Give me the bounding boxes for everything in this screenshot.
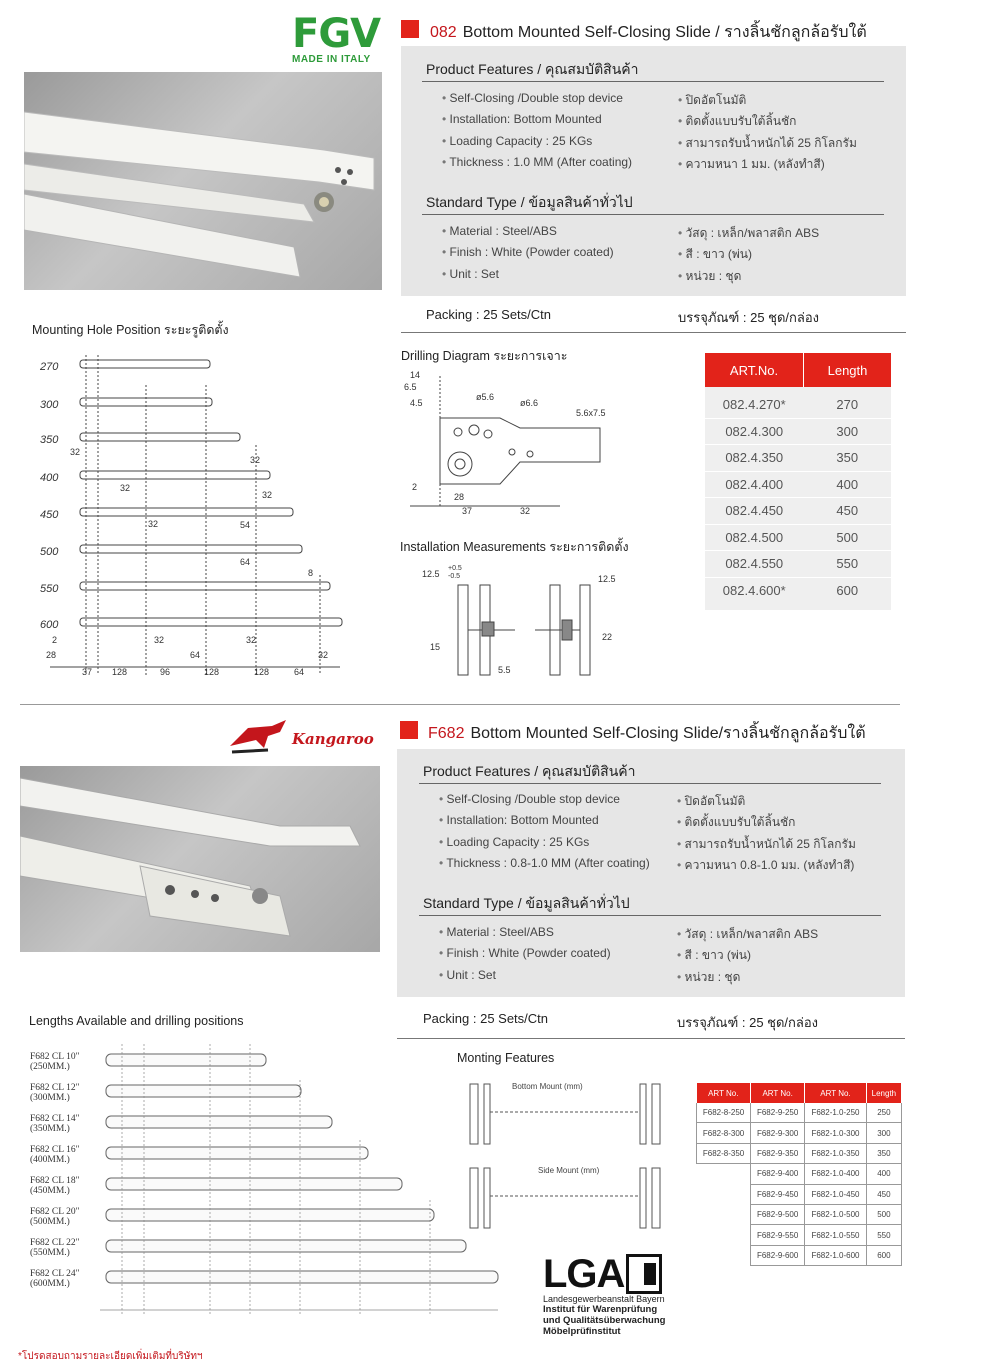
installation-label: Installation Measurements ระยะการติดตั้ง [400, 540, 629, 554]
s2-feature-en-1: • Self-Closing /Double stop device [439, 792, 620, 806]
s1-table-body [705, 387, 891, 611]
mount-dim-6: 32 [148, 519, 159, 529]
mount-dim-11: 32 [154, 635, 165, 645]
mount-len-500: 500 [40, 546, 59, 558]
model-label-400: F682 CL 16" (400MM.) [30, 1145, 80, 1165]
lga-box-icon [626, 1254, 662, 1294]
s2-cell: F682-1.0-500 [805, 1204, 867, 1224]
drill-dim-28: 28 [454, 492, 465, 502]
s2-cell: F682-9-600 [751, 1245, 805, 1265]
s1-art-cell: 082.4.500 [705, 524, 804, 551]
section2-packing-th: บรรจุภัณฑ์ : 25 ชุด/กล่อง [677, 1015, 819, 1030]
s2-cell: F682-1.0-550 [805, 1225, 867, 1245]
installation-diagram [420, 560, 630, 680]
mount-dim-17: 96 [160, 667, 171, 677]
s1-art-cell: 082.4.400 [705, 471, 804, 498]
section1-features-heading: Product Features / คุณสมบัติสินค้า [426, 61, 639, 77]
monting-features-diagram [450, 1072, 685, 1232]
s2-cell: F682-9-400 [751, 1164, 805, 1184]
section2-features-heading: Product Features / คุณสมบัติสินค้า [423, 763, 636, 779]
s1-standard-en-3: • Unit : Set [442, 267, 499, 281]
s2-standard-en-2: • Finish : White (Powder coated) [439, 946, 611, 960]
s1-feature-th-3: • สามารถรับน้ำหนักได้ 25 กิโลกรัม [678, 134, 857, 153]
s1-standard-th-1: • วัสดุ : เหล็ก/พลาสติก ABS [678, 224, 819, 243]
mount-dim-15: 37 [82, 667, 93, 677]
table-row [705, 418, 891, 445]
made-in-italy: MADE IN ITALY [292, 54, 371, 65]
s2-cell: F682-8-250 [697, 1103, 751, 1123]
s2-cell: F682-8-350 [697, 1143, 751, 1163]
table-row [705, 577, 891, 611]
s1-art-cell: 082.4.350 [705, 445, 804, 472]
model-label-250: F682 CL 10" (250MM.) [30, 1052, 80, 1072]
mount-dim-13: 32 [246, 635, 257, 645]
kangaroo-logo-text: Kangaroo [292, 730, 374, 748]
drill-dim-5-6: ø5.6 [476, 392, 495, 402]
section2-title [428, 721, 866, 746]
mount-dim-18: 128 [204, 667, 220, 677]
s2-table-body [697, 1103, 902, 1266]
mount-dim-1: 32 [70, 447, 81, 457]
s2-feature-th-2: • ติดตั้งแบบรับใต้ลิ้นชัก [677, 813, 795, 832]
s2-th-art-1: ART No. [697, 1083, 751, 1103]
inst-dim-15: 15 [430, 642, 441, 652]
section1-title [430, 20, 867, 45]
s2-cell: F682-9-450 [751, 1184, 805, 1204]
s2-standard-en-1: • Material : Steel/ABS [439, 925, 554, 939]
s1-length-cell: 400 [804, 471, 892, 498]
s2-cell: F682-9-250 [751, 1103, 805, 1123]
lga-line4: Möbelprüfinstitut [543, 1326, 621, 1337]
s2-standard-th-2: • สี : ขาว (พ่น) [677, 946, 751, 965]
mount-dim-5: 54 [240, 520, 251, 530]
mount-len-400: 400 [40, 472, 59, 484]
s2-feature-th-4: • ความหนา 0.8-1.0 มม. (หลังทำสี) [677, 856, 854, 875]
s1-feature-th-1: • ปิดอัตโนมัติ [678, 91, 746, 110]
lengths-available-label: Lengths Available and drilling positions [29, 1014, 244, 1028]
s2-cell: F682-1.0-250 [805, 1103, 867, 1123]
footnote: *โปรดสอบถามรายละเอียดเพิ่มเติมที่บริษัทฯ [18, 1351, 203, 1362]
table-row [697, 1123, 902, 1143]
table-row [697, 1204, 902, 1224]
s2-cell: F682-9-300 [751, 1123, 805, 1143]
model-label-600: F682 CL 24" (600MM.) [30, 1269, 80, 1289]
inst-dim-plus: +0.5 [448, 565, 462, 572]
s2-cell: 350 [866, 1143, 901, 1163]
mount-dim-4: 32 [262, 490, 273, 500]
section-divider [20, 704, 900, 705]
drill-dim-6-6: ø6.6 [520, 398, 539, 408]
section2-standard-heading: Standard Type / ข้อมูลสินค้าทั่วไป [423, 895, 630, 911]
fgv-logo-mark: FGV [292, 11, 381, 57]
mount-dim-10: 28 [46, 650, 57, 660]
table-row [705, 524, 891, 551]
table-row [697, 1225, 902, 1245]
mount-len-300: 300 [40, 399, 59, 411]
mounting-hole-diagram [20, 345, 350, 680]
s2-cell: 500 [866, 1204, 901, 1224]
lga-logo [543, 1254, 665, 1337]
s1-art-cell: 082.4.450 [705, 498, 804, 525]
table-row [705, 471, 891, 498]
section1-title-text: Bottom Mounted Self-Closing Slide / รางลิ้นชักลูกล้อรับใต้ [462, 24, 867, 41]
drill-dim-slot: 5.6x7.5 [576, 408, 606, 418]
s2-cell: F682-1.0-400 [805, 1164, 867, 1184]
bottom-mount-label: Bottom Mount (mm) [512, 1082, 583, 1091]
drill-dim-37: 37 [462, 506, 473, 516]
drill-dim-4-5: 4.5 [410, 398, 423, 408]
s1-length-cell: 270 [804, 387, 892, 418]
s1-art-cell: 082.4.270* [705, 387, 804, 418]
s2-feature-en-2: • Installation: Bottom Mounted [439, 813, 599, 827]
s1-standard-th-3: • หน่วย : ชุด [678, 267, 741, 286]
mount-len-270: 270 [40, 361, 59, 373]
s2-cell: 450 [866, 1184, 901, 1204]
mounting-hole-label: Mounting Hole Position ระยะรูติดตั้ง [32, 323, 229, 337]
s2-cell: F682-1.0-600 [805, 1245, 867, 1265]
s1-th-length: Length [804, 353, 892, 387]
s2-cell: F682-1.0-350 [805, 1143, 867, 1163]
mount-dim-9: 2 [52, 635, 58, 645]
table-row [697, 1184, 902, 1204]
section2-art-table [696, 1083, 902, 1266]
s2-standard-th-3: • หน่วย : ชุด [677, 968, 740, 987]
mount-dim-12: 64 [190, 650, 201, 660]
s1-standard-th-2: • สี : ขาว (พ่น) [678, 245, 752, 264]
drilling-diagram-label: Drilling Diagram ระยะการเจาะ [401, 349, 568, 363]
s1-length-cell: 500 [804, 524, 892, 551]
s2-feature-th-3: • สามารถรับน้ำหนักได้ 25 กิโลกรัม [677, 835, 856, 854]
s1-feature-th-4: • ความหนา 1 มม. (หลังทำสี) [678, 155, 825, 174]
section2-standard-rule [419, 915, 881, 916]
s2-cell: 550 [866, 1225, 901, 1245]
mount-dim-14: 32 [318, 650, 329, 660]
section2-packing-en: Packing : 25 Sets/Ctn [423, 1011, 549, 1026]
mount-len-550: 550 [40, 583, 59, 595]
section1-code: 082 [430, 24, 457, 41]
model-label-550: F682 CL 22" (550MM.) [30, 1238, 80, 1258]
drill-dim-32: 32 [520, 506, 531, 516]
s2-cell: F682-9-550 [751, 1225, 805, 1245]
drill-dim-2: 2 [412, 482, 418, 492]
section1-standard-heading: Standard Type / ข้อมูลสินค้าทั่วไป [426, 194, 633, 210]
inst-dim-minus: -0.5 [448, 573, 461, 580]
s2-cell: F682-8-300 [697, 1123, 751, 1143]
s1-th-art: ART.No. [705, 353, 804, 387]
s2-th-length: Length [866, 1083, 901, 1103]
mount-dim-2: 32 [250, 455, 261, 465]
s1-art-cell: 082.4.600* [705, 577, 804, 611]
section1-packing-rule [401, 332, 906, 333]
s2-feature-en-4: • Thickness : 0.8-1.0 MM (After coating) [439, 856, 650, 870]
table-row [697, 1143, 902, 1163]
fgv-logo [292, 11, 384, 66]
table-row [697, 1103, 902, 1123]
mount-len-450: 450 [40, 509, 59, 521]
section2-packing-rule [397, 1038, 905, 1039]
mount-dim-8: 8 [308, 568, 314, 578]
section1-marker [401, 20, 419, 38]
monting-features-label: Monting Features [457, 1051, 555, 1065]
s1-art-cell: 082.4.300 [705, 418, 804, 445]
s2-cell: 400 [866, 1164, 901, 1184]
kangaroo-logo [228, 718, 380, 756]
s2-feature-th-1: • ปิดอัตโนมัติ [677, 792, 745, 811]
s2-th-art-3: ART No. [805, 1083, 867, 1103]
s1-length-cell: 550 [804, 551, 892, 578]
s2-cell: 300 [866, 1123, 901, 1143]
s2-cell: F682-9-500 [751, 1204, 805, 1224]
model-label-350: F682 CL 14" (350MM.) [30, 1114, 80, 1134]
mount-len-600: 600 [40, 619, 59, 631]
s2-cell [697, 1245, 751, 1265]
s1-feature-en-1: • Self-Closing /Double stop device [442, 91, 623, 105]
s1-art-cell: 082.4.550 [705, 551, 804, 578]
s1-feature-en-4: • Thickness : 1.0 MM (After coating) [442, 155, 632, 169]
s1-length-cell: 450 [804, 498, 892, 525]
table-row [697, 1245, 902, 1265]
s2-cell [697, 1204, 751, 1224]
section2-marker [400, 721, 418, 739]
lga-line1: Landesgewerbeanstalt Bayern [543, 1294, 665, 1304]
lengths-diagram [100, 1040, 500, 1325]
inst-dim-22: 22 [602, 632, 613, 642]
product-photo-f682 [20, 766, 380, 952]
lga-line3: und Qualitätsüberwachung [543, 1315, 666, 1326]
s1-length-cell: 300 [804, 418, 892, 445]
s2-standard-en-3: • Unit : Set [439, 968, 496, 982]
section2-title-text: Bottom Mounted Self-Closing Slide/รางลิ้นชักลูกล้อรับใต้ [470, 725, 866, 742]
table-row [705, 387, 891, 418]
section1-packing-en: Packing : 25 Sets/Ctn [426, 307, 552, 322]
s1-standard-en-2: • Finish : White (Powder coated) [442, 245, 614, 259]
table-row [705, 445, 891, 472]
model-label-500: F682 CL 20" (500MM.) [30, 1207, 80, 1227]
s2-feature-en-3: • Loading Capacity : 25 KGs [439, 835, 589, 849]
section1-packing-th: บรรจุภัณฑ์ : 25 ชุด/กล่อง [678, 310, 820, 325]
section1-standard-rule [422, 214, 884, 215]
drilling-diagram [400, 366, 615, 521]
s2-cell: 600 [866, 1245, 901, 1265]
s2-cell [697, 1184, 751, 1204]
s2-cell: F682-9-350 [751, 1143, 805, 1163]
model-label-300: F682 CL 12" (300MM.) [30, 1083, 80, 1103]
mount-len-350: 350 [40, 434, 59, 446]
s2-th-art-2: ART No. [751, 1083, 805, 1103]
s1-length-cell: 350 [804, 445, 892, 472]
s2-cell: F682-1.0-450 [805, 1184, 867, 1204]
s1-feature-th-2: • ติดตั้งแบบรับใต้ลิ้นชัก [678, 112, 796, 131]
s2-standard-th-1: • วัสดุ : เหล็ก/พลาสติก ABS [677, 925, 818, 944]
inst-dim-12-5a: 12.5 [422, 569, 440, 579]
drill-dim-14: 14 [410, 370, 421, 380]
mount-dim-16: 128 [112, 667, 128, 677]
inst-dim-5-5: 5.5 [498, 665, 511, 675]
model-label-450: F682 CL 18" (450MM.) [30, 1176, 80, 1196]
s2-cell: F682-1.0-300 [805, 1123, 867, 1143]
lga-mark: LGA [543, 1252, 625, 1296]
s2-cell [697, 1164, 751, 1184]
mount-dim-3: 32 [120, 483, 131, 493]
s1-feature-en-2: • Installation: Bottom Mounted [442, 112, 602, 126]
section1-features-rule [422, 81, 884, 82]
side-mount-label: Side Mount (mm) [538, 1166, 600, 1175]
section1-art-table [705, 353, 891, 611]
inst-dim-12-5b: 12.5 [598, 574, 616, 584]
s1-feature-en-3: • Loading Capacity : 25 KGs [442, 134, 592, 148]
s1-length-cell: 600 [804, 577, 892, 611]
section2-code: F682 [428, 725, 465, 742]
section2-features-rule [419, 783, 881, 784]
s1-standard-en-1: • Material : Steel/ABS [442, 224, 557, 238]
table-row [705, 551, 891, 578]
table-row [697, 1164, 902, 1184]
s2-cell [697, 1225, 751, 1245]
lga-line2: Institut für Warenprüfung [543, 1304, 658, 1315]
table-row [705, 498, 891, 525]
s2-cell: 250 [866, 1103, 901, 1123]
drill-dim-6-5: 6.5 [404, 382, 417, 392]
mount-dim-7: 64 [240, 557, 251, 567]
product-photo-082 [24, 72, 382, 290]
mount-dim-19: 128 [254, 667, 270, 677]
mount-dim-20: 64 [294, 667, 305, 677]
